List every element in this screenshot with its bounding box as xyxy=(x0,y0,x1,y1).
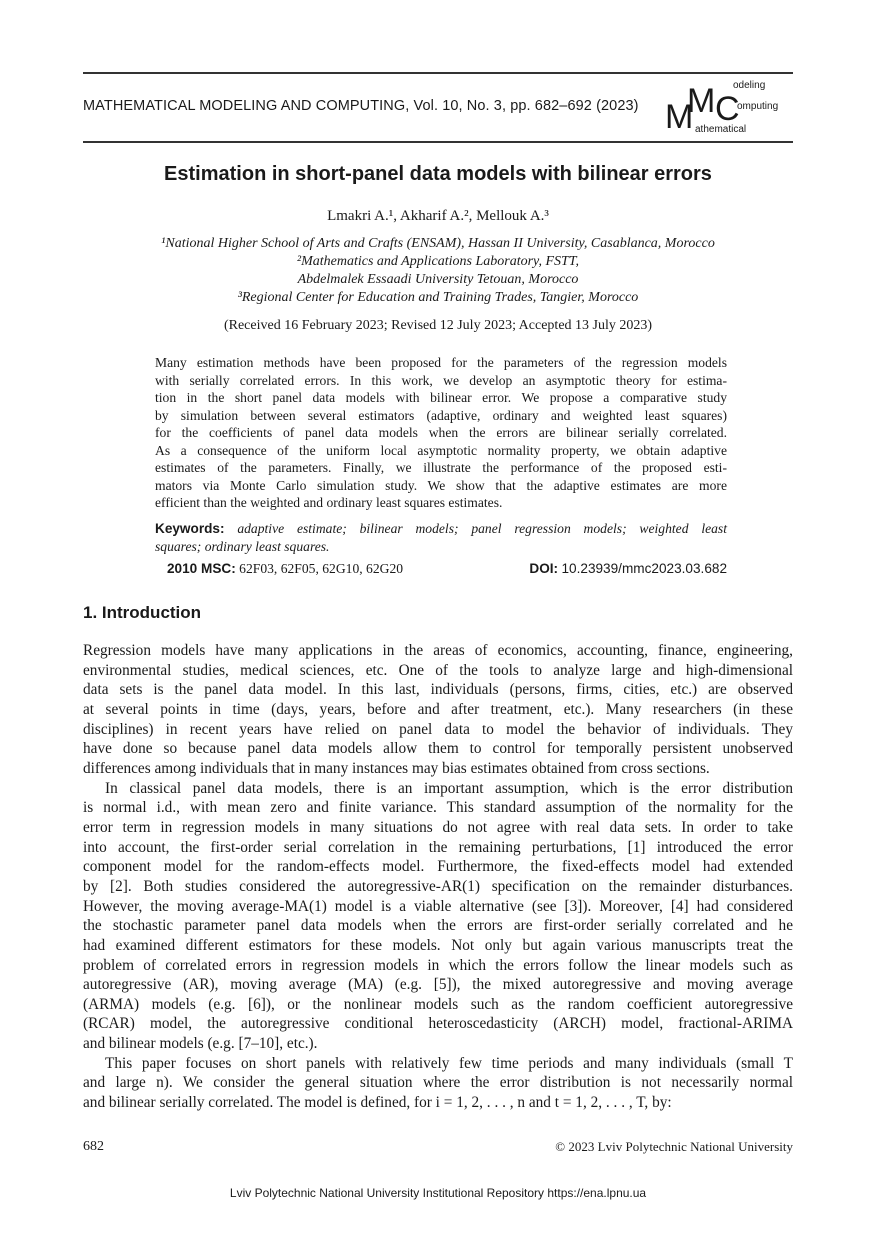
text-line: autoregressive (AR), moving average (MA) (e.g. [5]), the mixed autoregressive and moving average xyxy=(83,976,793,994)
affiliation: ²Mathematics and Applications Laboratory, FSTT, xyxy=(296,254,580,269)
text-line: estimates of the parameters. Finally, we illustrate the performance of the proposed esti- xyxy=(155,460,727,475)
doi-label: DOI: xyxy=(529,561,559,576)
affiliation: ¹National Higher School of Arts and Crafts (ENSAM), Hassan II University, Casablanca, Morocco xyxy=(161,236,715,251)
logo-letter: M xyxy=(687,82,716,120)
text-line: Regression models have many applications in the areas of economics, accounting, finance, engineering, xyxy=(83,642,793,659)
text-line: As a consequence of the uniform local asymptotic normality property, we obtain adaptive xyxy=(155,442,727,458)
text-line: have done so because panel data models allow them to control for temporally persistent unobserved xyxy=(83,740,793,758)
text-line: into account, the first-order serial correlation in the remaining perturbations, [1] introduced the error xyxy=(83,838,793,856)
affiliation: Abdelmalek Essaadi University Tetouan, Morocco xyxy=(297,272,579,287)
text-line: is normal i.d., with mean zero and finite variance. This standard assumption of the normality for the xyxy=(83,799,793,817)
text-line: error term in regression models in many situations do not agree with real data sets. In order to take xyxy=(83,818,793,836)
msc-label: 2010 MSC: xyxy=(167,561,236,576)
dates: (Received 16 February 2023; Revised 12 July 2023; Accepted 13 July 2023) xyxy=(223,318,653,333)
msc xyxy=(167,561,403,577)
keywords-text: squares; ordinary least squares. xyxy=(155,539,330,554)
text-line: by [2]. Both studies considered the autoregressive-AR(1) specification on the remainder disturbances. xyxy=(83,877,793,895)
text-line: at several points in time (days, years, before and after treatment, etc.). Many researchers (in these xyxy=(83,700,793,718)
logo-text: athematical xyxy=(695,124,747,135)
paper-title: Estimation in short-panel data models with bilinear errors xyxy=(164,163,712,185)
journal-logo xyxy=(665,78,795,138)
text-line: the stochastic parameter panel data models when the errors are first-order serially correlated and he xyxy=(83,917,793,935)
text-line: with serially correlated errors. In this work, we develop an asymptotic theory for estima- xyxy=(155,372,727,388)
msc-value: 62F03, 62F05, 62G10, 62G20 xyxy=(239,561,404,576)
journal-header: MATHEMATICAL MODELING AND COMPUTING, Vol. 10, No. 3, pp. 682–692 (2023) xyxy=(83,98,639,114)
doi xyxy=(529,561,727,577)
logo-letter: C xyxy=(715,90,740,128)
section-heading: 1. Introduction xyxy=(83,603,202,622)
keywords-text: adaptive estimate; bilinear models; panel regression models; weighted least xyxy=(237,521,727,536)
text-line: (ARMA) models (e.g. [6]), or the nonlinear models such as the random coefficient autoregressive xyxy=(83,995,793,1013)
page-number: 682 xyxy=(83,1139,104,1154)
paragraph xyxy=(83,641,793,779)
text-line: Many estimation methods have been proposed for the parameters of the regression models xyxy=(155,355,727,370)
authors: Lmakri A.¹, Akharif A.², Mellouk A.³ xyxy=(327,208,549,224)
text-line: and large n). We consider the general situation where the error distribution is not necessarily normal xyxy=(83,1074,793,1092)
logo-text: odeling xyxy=(733,80,766,91)
text-line: However, the moving average-MA(1) model is a viable alternative (see [3]). Moreover, [4] had considered xyxy=(83,897,793,915)
text-line: disciplines) in recent years have relied on panel data to model the behavior of individuals. They xyxy=(83,720,793,738)
text-line: for the coefficients of panel data models when the errors are bilinear serially correlated. xyxy=(155,425,727,440)
text-line: mators via Monte Carlo simulation study. We show that the adaptive estimates are more xyxy=(155,477,727,493)
text-line: (RCAR) model, the autoregressive conditional heteroscedasticity (ARCH) model, fractional-ARIMA xyxy=(83,1015,793,1033)
header-top-rule xyxy=(83,72,793,74)
repository-footer: Lviv Polytechnic National University Institutional Repository https://ena.lpnu.ua xyxy=(229,1186,647,1200)
text-line: problem of correlated errors in regression models in which the errors follow the linear models such as xyxy=(83,956,793,974)
keywords-label: Keywords: xyxy=(155,521,225,536)
text-line: and bilinear serially correlated. The model is defined, for i = 1, 2, . . . , n and t = 1, 2, . . . , T, by: xyxy=(83,1094,672,1112)
paragraph xyxy=(83,779,793,1054)
body-text xyxy=(83,641,793,1113)
logo-text: omputing xyxy=(737,101,779,112)
text-line: data sets is the panel data model. In this last, individuals (persons, firms, cities, etc.) are observed xyxy=(83,681,793,699)
text-line: had examined different estimators for these models. Not only but again various manuscripts treat the xyxy=(83,936,793,954)
doi-link[interactable]: 10.23939/mmc2023.03.682 xyxy=(561,561,727,576)
text-line: component model for the random-effects model. Furthermore, the fixed-effects model had extended xyxy=(83,858,793,876)
text-line: differences among individuals that in many instances may bias estimates obtained from cross sections. xyxy=(83,759,710,777)
text-line: by simulation between several estimators (adaptive, ordinary and weighted least squares) xyxy=(155,407,727,423)
text-line: tion in the short panel data models with bilinear error. We propose a comparative study xyxy=(155,390,727,405)
text-line: and bilinear models (e.g. [7–10], etc.). xyxy=(83,1035,318,1053)
text-line: environmental studies, medical sciences, etc. One of the tools to analyze large and high-dimensional xyxy=(83,661,793,679)
keywords xyxy=(155,520,727,556)
affiliation: ³Regional Center for Education and Training Trades, Tangier, Morocco xyxy=(237,290,639,305)
logo-letter: M xyxy=(665,98,694,136)
text-line: In classical panel data models, there is an important assumption, which is the error distribution xyxy=(105,779,793,797)
text-line: efficient than the weighted and ordinary least squares estimates. xyxy=(155,495,503,510)
copyright: © 2023 Lviv Polytechnic National University xyxy=(555,1139,793,1154)
text-line: This paper focuses on short panels with relatively few time periods and many individuals (small T xyxy=(105,1054,793,1072)
paragraph xyxy=(83,1054,793,1113)
header-bottom-rule xyxy=(83,141,793,143)
abstract xyxy=(155,354,727,512)
